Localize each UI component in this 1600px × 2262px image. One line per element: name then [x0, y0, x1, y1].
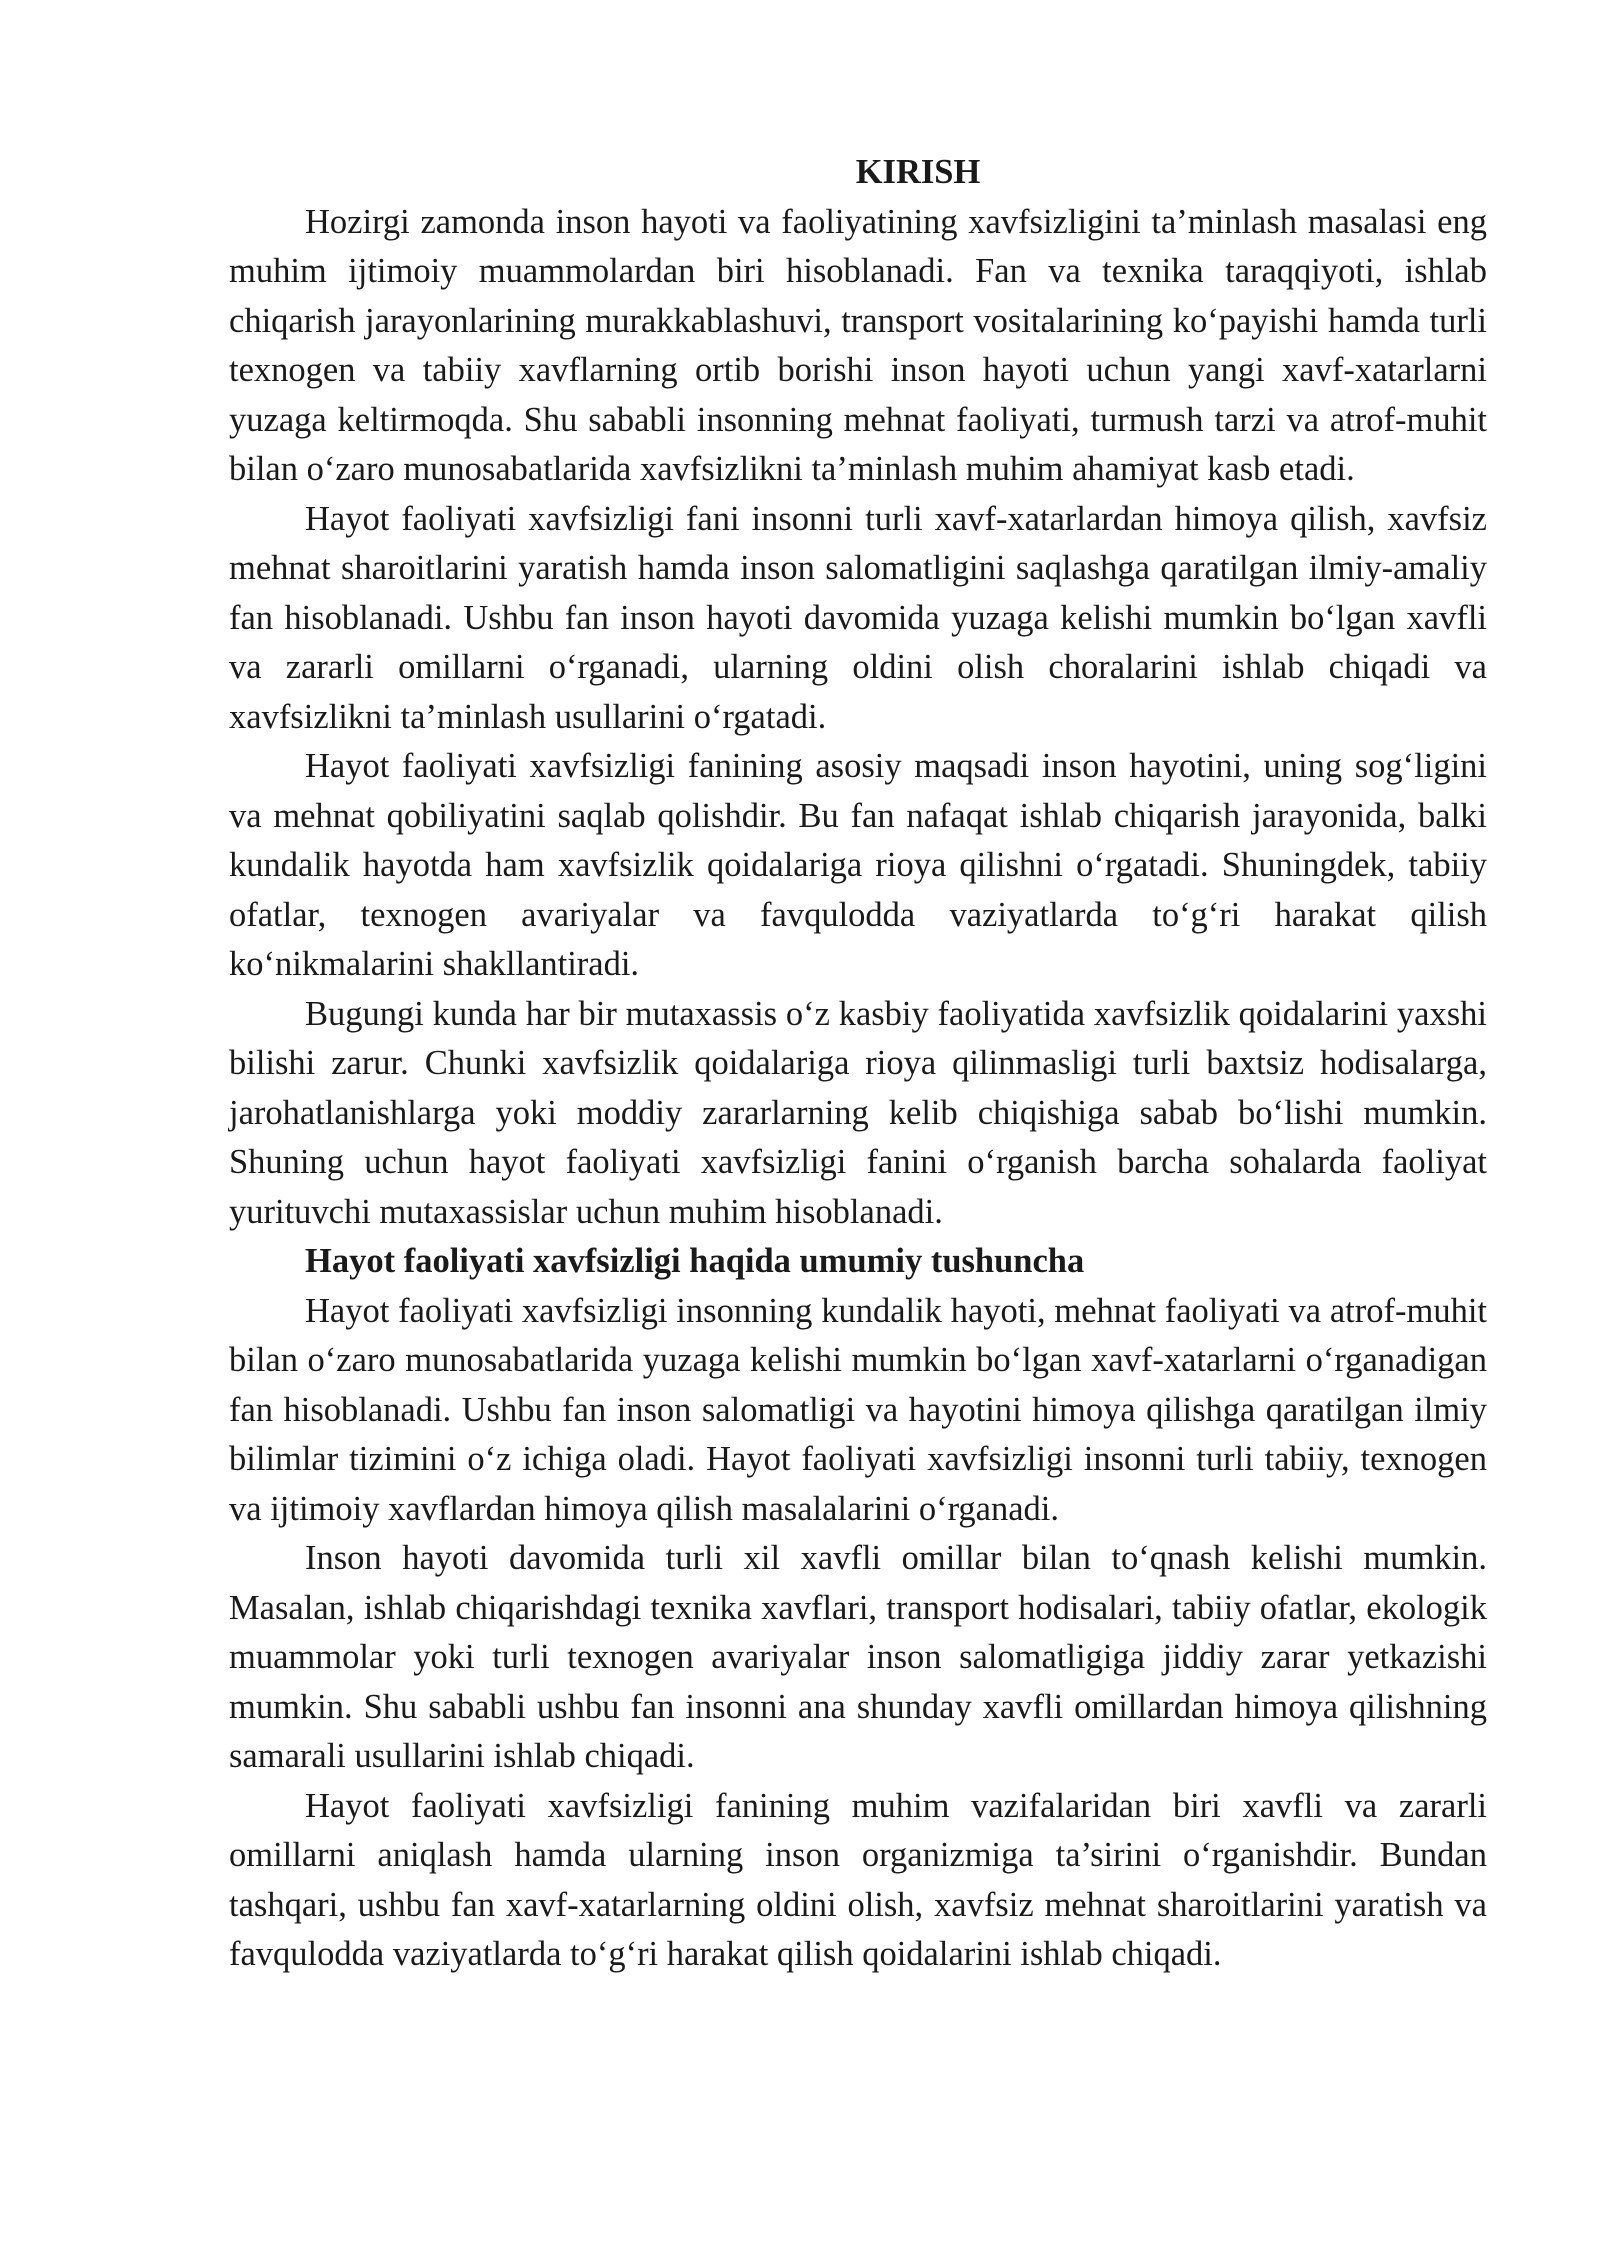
intro-paragraph-1: Hozirgi zamonda inson hayoti va faoliyatining xavfsizligini ta’minlash masalasi eng muhim ijtimoiy muammolardan biri hisoblanadi. Fan va texnika taraqqiyoti, ishlab chiqarish jarayonlarining murakkablashuvi, transport vositalarining ko‘payishi hamda turli texnogen va tabiiy xavflarning ortib borishi inson hayoti uchun yangi xavf-xatarlarni yuzaga keltirmoqda. Shu sababli insonning mehnat faoliyati, turmush tarzi va atrof-muhit bilan o‘zaro munosabatlarida xavfsizlikni ta’minlash muhim ahamiyat kasb etadi.	[229, 202, 1487, 488]
intro-paragraph-2: Hayot faoliyati xavfsizligi fani insonni turli xavf-xatarlardan himoya qilish, xavfsiz mehnat sharoitlarini yaratish hamda inson salomatligini saqlashga qaratilgan ilmiy-amaliy fan hisoblanadi. Ushbu fan inson hayoti davomida yuzaga kelishi mumkin bo‘lgan xavfli va zararli omillarni o‘rganadi, ularning oldini olish choralarini ishlab chiqadi va xavfsizlikni ta’minlash usullarini o‘rgatadi.	[229, 499, 1487, 736]
section-paragraph-3: Hayot faoliyati xavfsizligi fanining muhim vazifalaridan biri xavfli va zararli omillarni aniqlash hamda ularning inson organizmiga ta’sirini o‘rganishdir. Bundan tashqari, ushbu fan xavf-xatarlarning oldini olish, xavfsiz mehnat sharoitlarini yaratish va favqulodda vaziyatlarda to‘g‘ri harakat qilish qoidalarini ishlab chiqadi.	[229, 1786, 1487, 1973]
section-paragraph-2: Inson hayoti davomida turli xil xavfli omillar bilan to‘qnash kelishi mumkin. Masalan, ishlab chiqarishdagi texnika xavflari, transport hodisalari, tabiiy ofatlar, ekologik muammolar yoki turli texnogen avariyalar inson salomatligiga jiddiy zarar yetkazishi mumkin. Shu sababli ushbu fan insonni ana shunday xavfli omillardan himoya qilishning samarali usullarini ishlab chiqadi.	[229, 1539, 1487, 1775]
section-paragraph-1: Hayot faoliyati xavfsizligi insonning kundalik hayoti, mehnat faoliyati va atrof-muhit bilan o‘zaro munosabatlarida yuzaga kelishi mumkin bo‘lgan xavf-xatarlarni o‘rganadigan fan hisoblanadi. Ushbu fan inson salomatligi va hayotini himoya qilishga qaratilgan ilmiy bilimlar tizimini o‘z ichiga oladi. Hayot faoliyati xavfsizligi insonni turli tabiiy, texnogen va ijtimoiy xavflardan himoya qilish masalalarini o‘rganadi.	[229, 1291, 1487, 1528]
intro-paragraph-3: Hayot faoliyati xavfsizligi fanining asosiy maqsadi inson hayotini, uning sog‘ligini va mehnat qobiliyatini saqlab qolishdir. Bu fan nafaqat ishlab chiqarish jarayonida, balki kundalik hayotda ham xavfsizlik qoidalariga rioya qilishni o‘rgatadi. Shuningdek, tabiiy ofatlar, texnogen avariyalar va favqulodda vaziyatlarda to‘g‘ri harakat qilish ko‘nikmalarini shakllantiradi.	[229, 747, 1487, 983]
intro-paragraph-4: Bugungi kunda har bir mutaxassis o‘z kasbiy faoliyatida xavfsizlik qoidalarini yaxshi bilishi zarur. Chunki xavfsizlik qoidalariga rioya qilinmasligi turli baxtsiz hodisalarga, jarohatlanishlarga yoki moddiy zararlarning kelib chiqishiga sabab bo‘lishi mumkin. Shuning uchun hayot faoliyati xavfsizligi fanini o‘rganish barcha sohalarda faoliyat yurituvchi mutaxassislar uchun muhim hisoblanadi.	[229, 994, 1487, 1231]
document-title: KIRISH	[855, 153, 981, 191]
section-heading: Hayot faoliyati xavfsizligi haqida umumiy tushuncha	[305, 1242, 1085, 1280]
document-page	[229, 148, 1487, 1980]
